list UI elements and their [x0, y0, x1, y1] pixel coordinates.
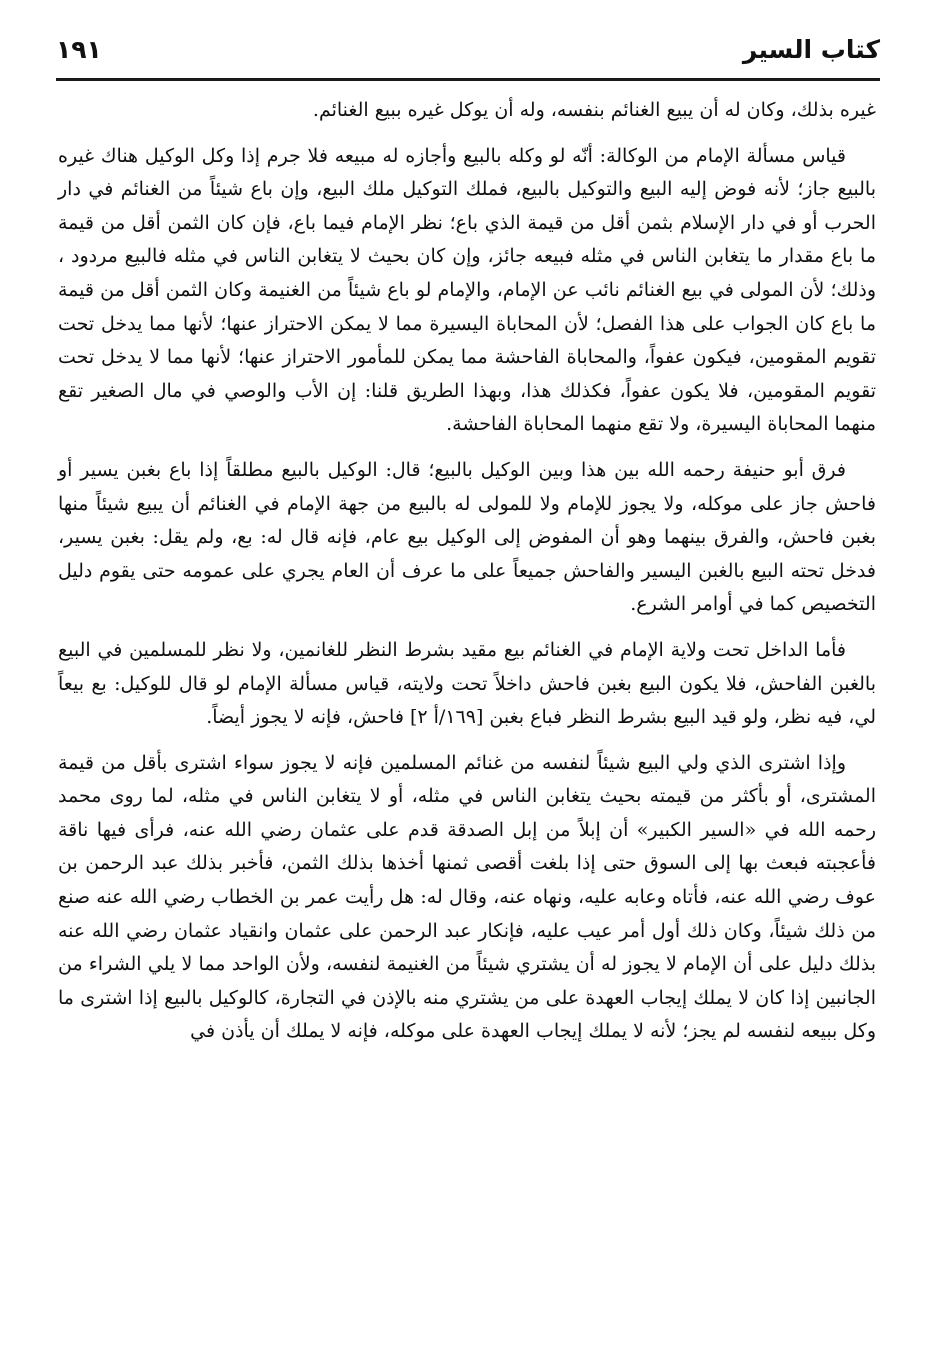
- page-number: ١٩١: [56, 35, 102, 64]
- paragraph-5: وإذا اشترى الذي ولي البيع شيئاً لنفسه من غنائم المسلمين فإنه لا يجوز سواء اشترى بأقل من قيمة المشترى، أو بأكثر من قيمته بحيث يتغابن الناس في مثله، أو لا يتغابن الناس في مثله، لما روى محمد رحمه الله في «السير الكبير» أن إبلاً من إبل الصدقة قدم على عثمان رضي الله عنه، فرأى فيها ناقة فأعجبته فبعث بها إلى السوق حتى إذا بلغت أقصى ثمنها أخذها بذلك الثمن، فأخبر بذلك عبد الرحمن بن عوف رضي الله عنه، فأتاه وعابه عليه، ونهاه عنه، وقال له: هل رأيت عمر بن الخطاب رضي الله عنه صنع من ذلك شيئاً، وكان ذلك أول أمر عيب عليه، فإنكار عبد الرحمن على عثمان وانقياد عثمان رضي الله عنه بذلك دليل على أن الإمام لا يجوز له أن يشتري شيئاً من الغنيمة لنفسه، ولأن الواحد مما لا يلي الشراء من الجانبين إذا كان لا يملك إيجاب العهدة على من يشتري منه بالإذن في التجارة، كالوكيل بالبيع إذا اشترى ما وكل ببيعه لنفسه لم يجز؛ لأنه لا يملك إيجاب العهدة على موكله، فإنه لا يملك أن يأذن في: [58, 751, 876, 1043]
- paragraph-gap: [58, 128, 876, 140]
- paragraph-2: قياس مسألة الإمام من الوكالة: أنّه لو وكله بالبيع وأجازه له مبيعه فلا جرم إذا وكل الوكيل هناك غيره بالبيع جاز؛ لأنه فوض إليه البيع والتوكيل بالبيع، فملك التوكيل ملك البيع، وإن باع شيئاً من الغنائم في دار الحرب أو في دار الإسلام بثمن أقل من قيمة الذي باع؛ نظر الإمام فيما باع، فإن كان الثمن أقل من قيمة ما باع مقدار ما يتغابن الناس في مثله فبيعه جائز، وإن كان بحيث لا يتغابن الناس في مثله فالبيع مردود ، وذلك؛ لأن المولى في بيع الغنائم نائب عن الإمام، والإمام لو باع شيئاً من الغنيمة وكان الثمن أقل من قيمة ما باع كان الجواب على هذا الفصل؛ لأن المحاباة اليسيرة مما لا يمكن الاحتراز عنها؛ لأنها مما يدخل تحت تقويم المقومين، فيكون عفواً، والمحاباة الفاحشة مما يمكن للمأمور الاحتراز عنها؛ لأنها مما لا يدخل تحت تقويم المقومين، فلا يكون عفواً، فكذلك هذا، وبهذا الطريق قلنا: إن الأب والوصي في مال الصغير تقع منهما المحاباة اليسيرة، ولا تقع منهما المحاباة الفاحشة.: [58, 144, 876, 436]
- page-header: [56, 30, 880, 74]
- page-body: [58, 94, 876, 1049]
- header-rule: [56, 78, 880, 81]
- paragraph-gap: [58, 735, 876, 747]
- paragraph-4: فأما الداخل تحت ولاية الإمام في الغنائم بيع مقيد بشرط النظر للغانمين، ولا نظر للمسلمين في البيع بالغبن الفاحش، فلا يكون البيع بغبن فاحش داخلاً تحت ولايته، قياس مسألة الإمام لو قال للوكيل: بع بيعاً لي، فيه نظر، ولو قيد البيع بشرط النظر فباع بغبن [١٦٩/أ ٢] فاحش، فإنه لا يجوز أيضاً.: [58, 638, 876, 729]
- paragraph-1: غيره بذلك، وكان له أن يبيع الغنائم بنفسه، وله أن يوكل غيره ببيع الغنائم.: [312, 99, 876, 121]
- book-title: كتاب السير: [742, 35, 880, 64]
- paragraph-3: فرق أبو حنيفة رحمه الله بين هذا وبين الوكيل بالبيع؛ قال: الوكيل بالبيع مطلقاً إذا باع بغبن يسير أو فاحش جاز على موكله، ولا يجوز للإمام ولا للمولى له بالبيع من جهة الإمام في الغنائم أن يبيع شيئاً منها بغبن فاحش، والفرق بينهما وهو أن المفوض إلى الوكيل بيع عام، فإنه قال له: بع، ولم يقل: بغبن يسير، فدخل تحته البيع بالغبن اليسير والفاحش جميعاً على ما عرف أن العام يجري على عمومه حتى يقوم دليل التخصيص كما في أوامر الشرع.: [58, 458, 876, 616]
- paragraph-gap: [58, 442, 876, 454]
- paragraph-gap: [58, 622, 876, 634]
